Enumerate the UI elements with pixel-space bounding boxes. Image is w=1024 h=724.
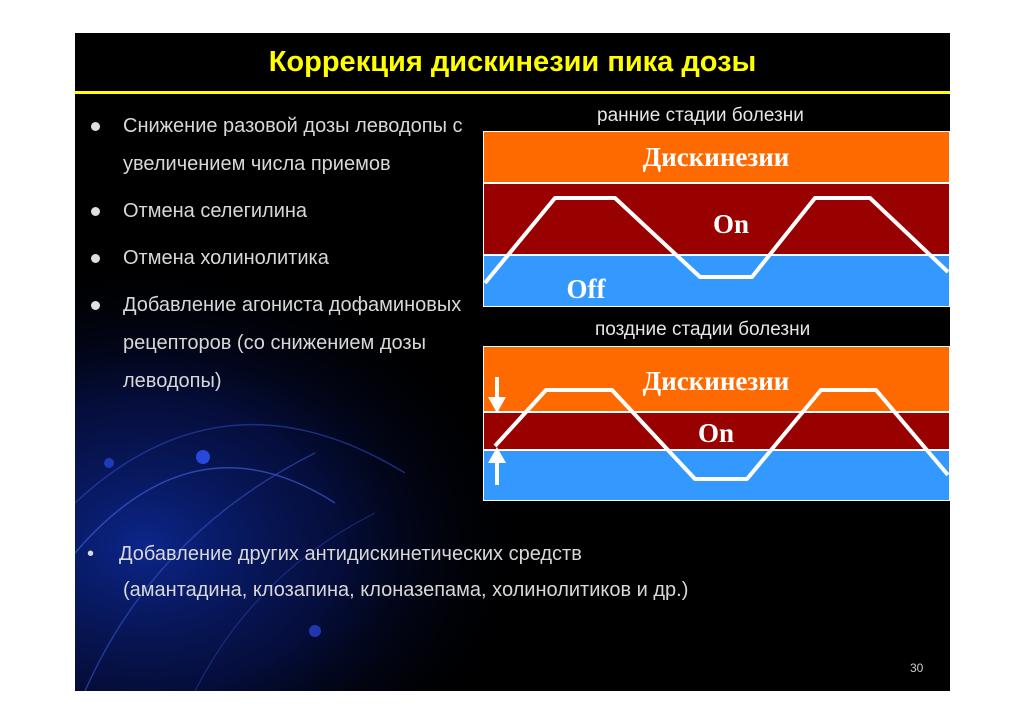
bottom-note-line-2: (амантадина, клозапина, клоназепама, холинолитиков и др.): [123, 579, 689, 601]
on-label: On: [697, 418, 735, 448]
title-divider: [75, 91, 950, 94]
bottom-note-line-1: Добавление других антидискинетических средств: [119, 543, 582, 565]
bottom-note: [87, 536, 847, 608]
dyskinesia-label: Дискинезии: [642, 142, 790, 172]
dyskinesia-label: Дискинезии: [642, 366, 790, 396]
bullet-item: Добавление агониста дофаминовых рецепторов (со снижением дозы леводопы): [91, 286, 471, 400]
early-stage-title: ранние стадии болезни: [597, 105, 804, 126]
early-stage-diagram: [483, 131, 950, 308]
late-stage-diagram: [483, 346, 950, 502]
late-stage-title: поздние стадии болезни: [595, 319, 811, 340]
off-zone: [484, 256, 949, 306]
slide: [75, 33, 950, 691]
bullet-item: Снижение разовой дозы леводопы с увеличением числа приемов: [91, 107, 471, 183]
off-zone: [484, 451, 949, 500]
on-label: On: [712, 209, 750, 239]
slide-title: Коррекция дискинезии пика дозы: [268, 45, 757, 78]
bullet-item: Отмена холинолитика: [91, 239, 471, 277]
off-label: Off: [566, 274, 606, 304]
bullet-list: [91, 107, 471, 409]
bottom-bullet: •: [87, 543, 95, 565]
page-number: 30: [910, 661, 924, 675]
bullet-item: Отмена селегилина: [91, 192, 471, 230]
